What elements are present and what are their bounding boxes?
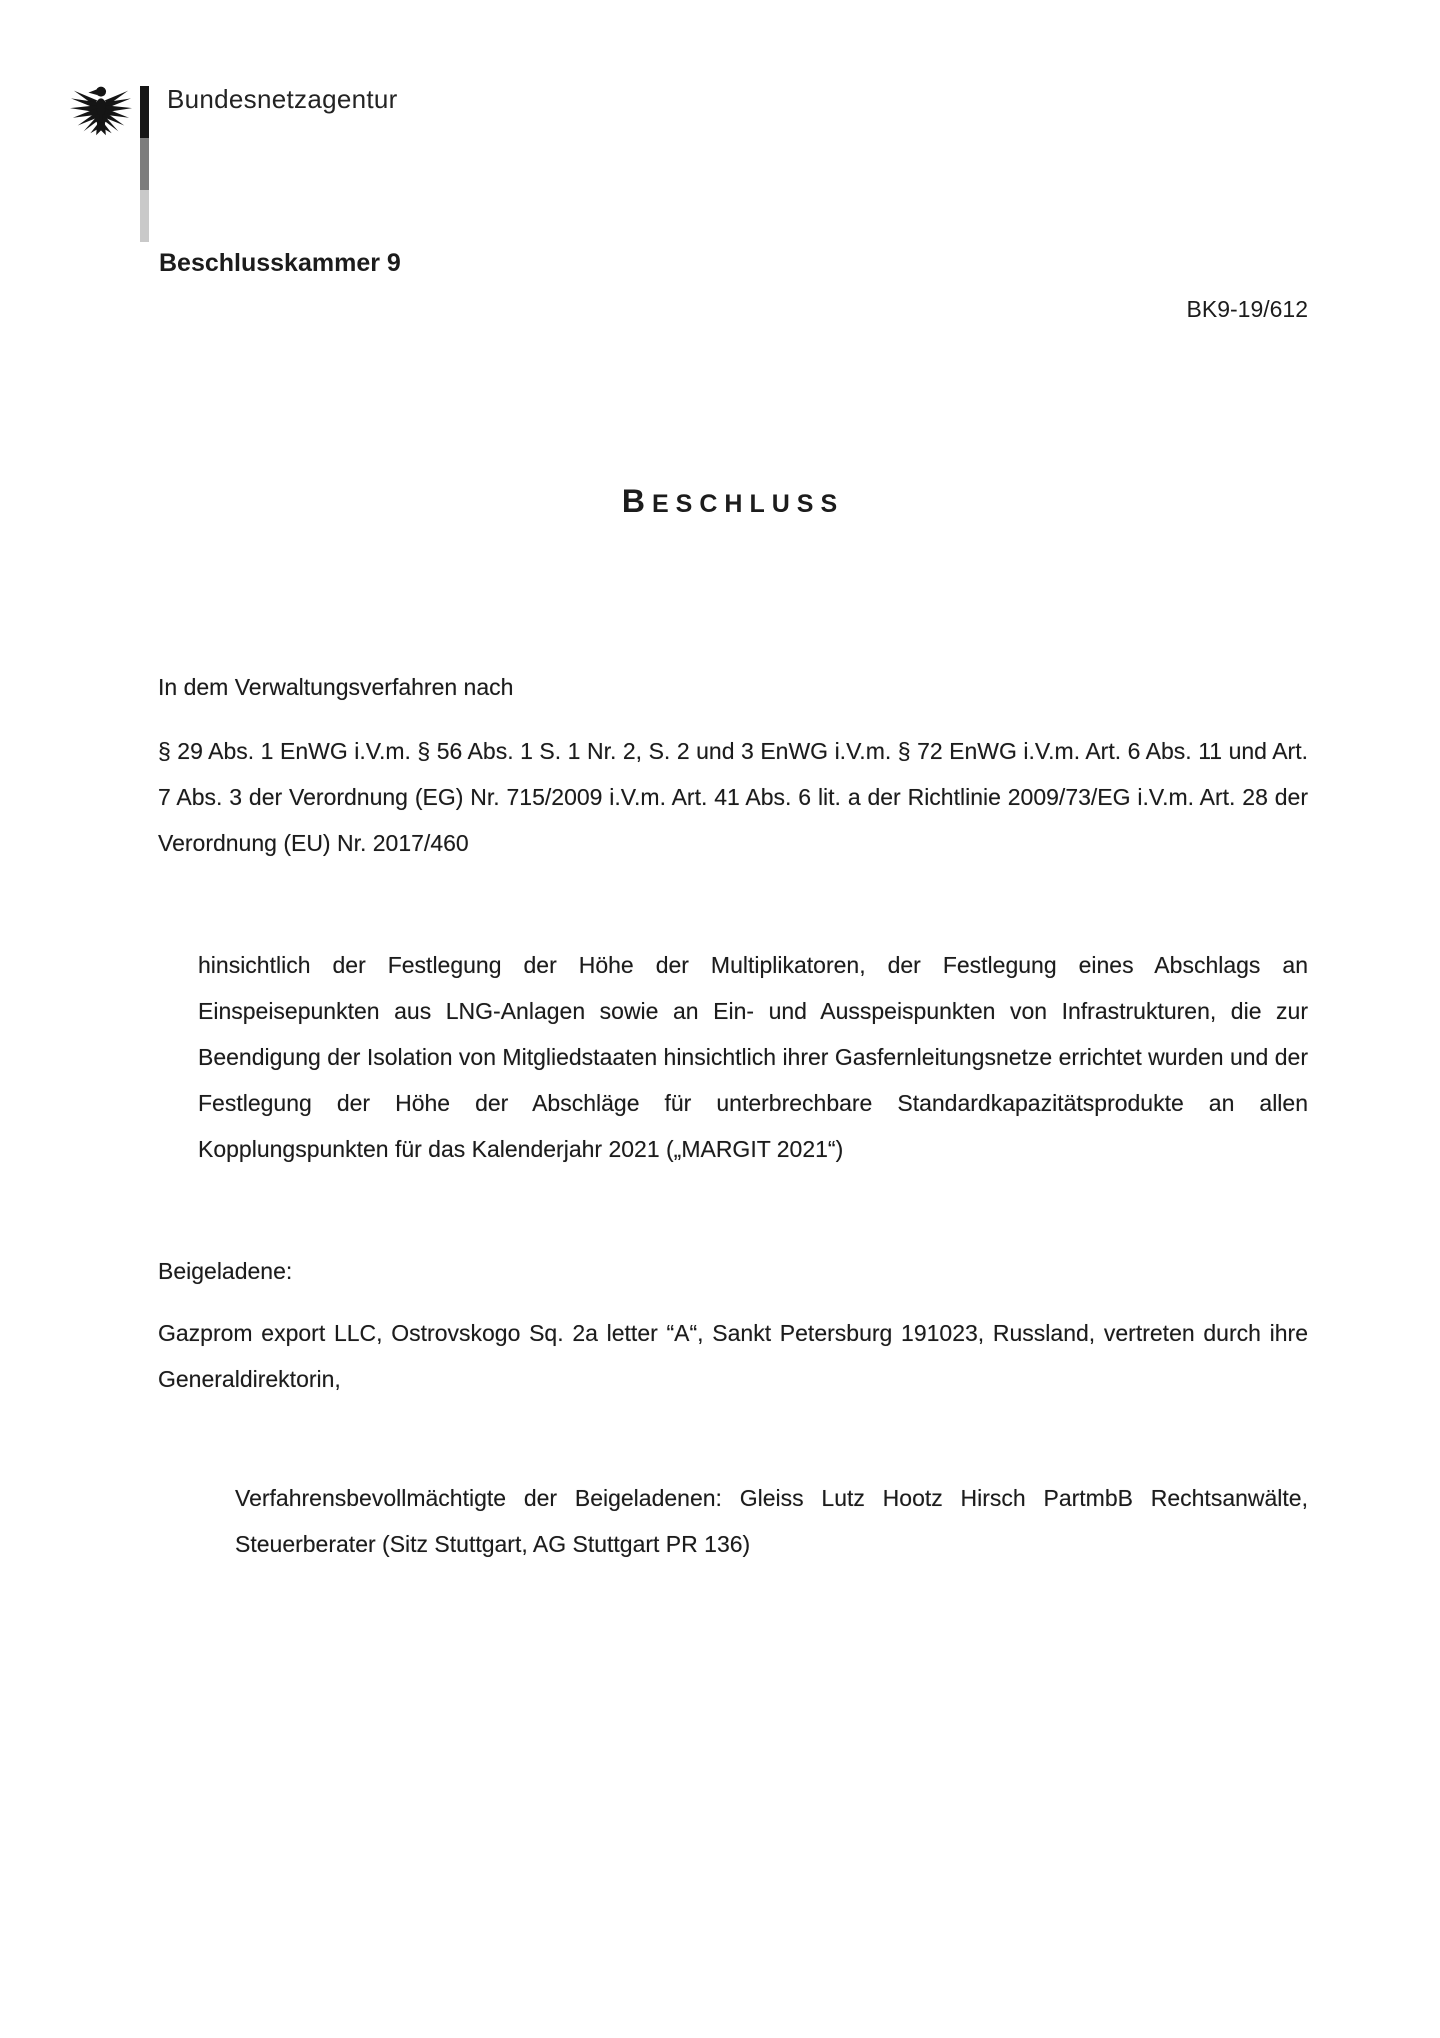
document-title: BESCHLUSS [621,483,845,519]
logo-bar-segment-top [140,86,149,138]
intro-line: In dem Verwaltungsverfahren nach [158,674,514,700]
case-number: BK9-19/612 [1186,296,1308,322]
subject-paragraph: hinsichtlich der Festlegung der Höhe der Multiplikatoren, der Festlegung eines Abschlags an Einspeisepunkten aus LNG-Anlagen sowie an Ein- und Ausspeispunkten von Infrastrukturen, die zur Beendigung der Isolation von Mitgliedstaaten hinsichtlich ihrer Gasfernleitungsnetze errichtet wurden und der Festlegung der Höhe der Abschläge für unterbrechbare Standardkapazitätsprodukte an allen Kopplungspunkten für das Kalenderjahr 2021 („MARGIT 2021“) [198,952,1308,1162]
joined-party-paragraph: Gazprom export LLC, Ostrovskogo Sq. 2a letter “A“, Sankt Petersburg 191023, Russland, vertreten durch ihre Generaldirektorin, [158,1320,1308,1392]
agency-name: Bundesnetzagentur [167,84,398,114]
logo-bar-segment-bottom [140,190,149,242]
federal-eagle-icon [70,82,132,140]
document-body [158,664,1308,1567]
logo-bar-segment-middle [140,138,149,190]
representatives-paragraph: Verfahrensbevollmächtigte der Beigeladenen: Gleiss Lutz Hootz Hirsch PartmbB Rechtsanwälte, Steuerberater (Sitz Stuttgart, AG Stuttgart PR 136) [235,1485,1308,1557]
legal-basis-paragraph: § 29 Abs. 1 EnWG i.V.m. § 56 Abs. 1 S. 1 Nr. 2, S. 2 und 3 EnWG i.V.m. § 72 EnWG i.V.m. Art. 6 Abs. 11 und Art. 7 Abs. 3 der Verordnung (EG) Nr. 715/2009 i.V.m. Art. 41 Abs. 6 lit. a der Richtlinie 2009/73/EG i.V.m. Art. 28 der Verordnung (EU) Nr. 2017/460 [158,738,1308,856]
chamber-title: Beschlusskammer 9 [159,249,401,277]
joined-party-label: Beigeladene: [158,1258,293,1284]
logo-divider-bar [140,86,149,242]
